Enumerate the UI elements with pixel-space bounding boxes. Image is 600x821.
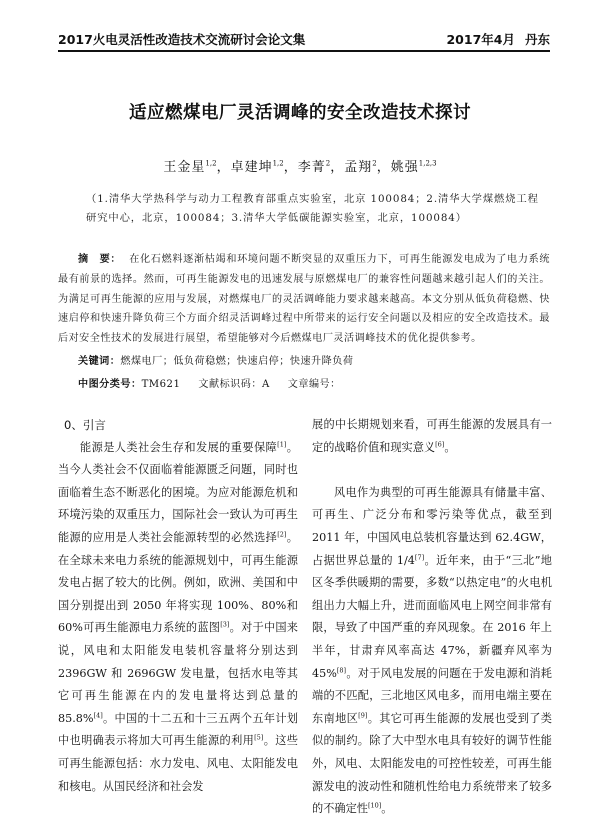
clc-label: 中图分类号：	[78, 379, 142, 390]
author-name: 李菁	[297, 160, 326, 175]
citation: [5]	[254, 733, 264, 742]
body-column-right	[312, 414, 552, 821]
keywords-label: 关键词：	[78, 356, 121, 367]
citation: [3]	[220, 620, 230, 629]
article-number-label: 文章编号：	[287, 379, 341, 390]
citation: [7]	[414, 552, 425, 561]
paragraph-text: 。	[381, 802, 393, 816]
abstract-label: 摘 要：	[78, 254, 122, 265]
paragraph-text: 。当今人类社会不仅面临着能源匮乏问题，同时也面临着生态不断恶化的困境。为应对能源危机和环境污染的双重压力，国际社会一致认为可再生能源的应用是人类社会能源转型的必然选择	[58, 440, 298, 544]
doc-code-label: 文献标识码：	[198, 379, 262, 390]
citation: [1]	[277, 439, 287, 448]
paragraph-wind-power	[312, 482, 552, 821]
paragraph-text: 。近年来，由于“三北”地区冬季供暖期的需要，多数“以热定电”的火电机组出力大幅上升，进而面临风电上网空间非常有限，导致了中国严重的弃风现象。在 2016 年上半年，甘肃弃风率高达 47%，新疆弃风率为 45%	[312, 553, 552, 680]
author-name: 卓建坤	[230, 160, 273, 175]
running-header	[58, 28, 550, 52]
author-affiliation-mark: 1,2	[272, 159, 284, 168]
citation: [10]	[367, 801, 382, 810]
proceedings-title: 2017火电灵活性改造技术交流研讨会论文集	[58, 32, 306, 47]
citation: [9]	[358, 710, 368, 719]
keywords-text: 燃煤电厂；低负荷稳燃；快速启停；快速升降负荷	[120, 356, 354, 367]
citation: 6	[437, 439, 442, 448]
header-place: 丹东	[524, 32, 550, 47]
author-affiliation-mark: 1,2,3	[418, 159, 437, 168]
abstract	[58, 250, 550, 349]
paragraph-text: 。这些可再生能源包括：水力发电、风电、太阳能发电和核电。从国民经济和社会发	[58, 734, 298, 793]
author-name: 孟翔	[344, 160, 373, 175]
keywords	[78, 352, 353, 367]
author-affiliation-mark: 2	[372, 159, 377, 168]
classification-line	[78, 375, 341, 390]
paper-title: 适应燃煤电厂灵活调峰的安全改造技术探讨	[129, 103, 471, 123]
paragraph-text: 。对于风电发展的问题在于发电源和消耗端的不匹配，三北地区风电多，而用电端主要在东南地区	[312, 666, 552, 725]
affiliations: （1.清华大学热科学与动力工程教育部重点实验室，北京 100084；2.清华大学煤燃烧工程研究中心，北京，100084；3.清华大学低碳能源实验室，北京，100084）	[86, 193, 539, 224]
header-date-place	[436, 30, 550, 48]
paragraph-text: 。对于中国来说，风电和太阳能发电装机容量将分别达到 2396GW 和 2696GW 发电量，包括水电等其它可再生能源在内的发电量将达到总量的 85.8%	[58, 621, 298, 725]
paragraph-text: 风电作为典型的可再生能源具有储量丰富、可再生、广泛分布和零污染等优点，截至到 2011 年，中国风电总装机容量达到 62.4GW，占据世界总量的 1/4	[312, 485, 552, 567]
citation: [8]	[336, 665, 347, 674]
author-name: 姚强	[390, 160, 419, 175]
paragraph-text: 。中国的十二五和十三五两个五年计划中也明确表示将加大可再生能源的利用	[58, 711, 298, 748]
body-column-left	[58, 414, 298, 798]
abstract-text: 在化石燃料逐渐枯竭和环境问题不断突显的双重压力下，可再生能源发电成为了电力系统最有前景的选择。然而，可再生能源发电的迅速发展与原燃煤电厂的兼容性问题越来越引起人们的关注。为满足可再生能源的应用与发展，对燃煤电厂的灵活调峰能力要求越来越高。本文分别从低负荷稳燃、快速启停和快速升降负荷三个方面介绍灵活调峰过程中所带来的运行安全问题以及相应的安全改造技术。最后对安全性技术的发展进行展望，希望能够对今后燃煤电厂灵活调峰技术的优化提供参考。	[58, 254, 551, 345]
paragraph-intro-continued: 展的中长期规划来看，可再生能源的发展具有一定的战略价值和现实意义[6]。	[312, 418, 552, 454]
citation: [2]	[277, 530, 287, 539]
header-date: 2017年4月	[446, 32, 515, 47]
clc-value: TM621	[141, 379, 181, 390]
paragraph-intro-continued-text: 展的中长期规划来看，可再生能源的发展具有一定的战略价值和现实意义	[312, 418, 552, 454]
paragraph-text: 。在全球未来电力系统的能源规划中，可再生能源发电占据了较大的比例。例如，欧洲、美国和中国分别提出到 2050 年将实现 100%、80%和 60%可再生能源电力系统的蓝图	[58, 530, 298, 635]
section-heading: 0、引言	[64, 418, 106, 432]
author-name: 王金星	[163, 160, 206, 175]
author-list: 王金星$^{1,2}$，卓建坤$^{1,2}$，李菁$^2$，孟翔$^2$，姚强$^{1,2,3}$	[163, 159, 437, 175]
author-affiliation-mark: 2	[325, 159, 331, 168]
paragraph-text: 。其它可再生能源的发展也受到了类似的制约。除了大中型水电具有较好的调节性能外，风电、太阳能发电的可控性较差，可再生能源发电的波动性和随机性给电力系统带来了较多的不确定性	[312, 711, 552, 816]
doc-code-value: A	[261, 379, 270, 390]
author-affiliation-mark: 1,2	[205, 159, 217, 168]
citation: [4]	[93, 710, 103, 719]
paragraph-text: 能源是人类社会生存和发展的重要保障	[80, 440, 278, 454]
